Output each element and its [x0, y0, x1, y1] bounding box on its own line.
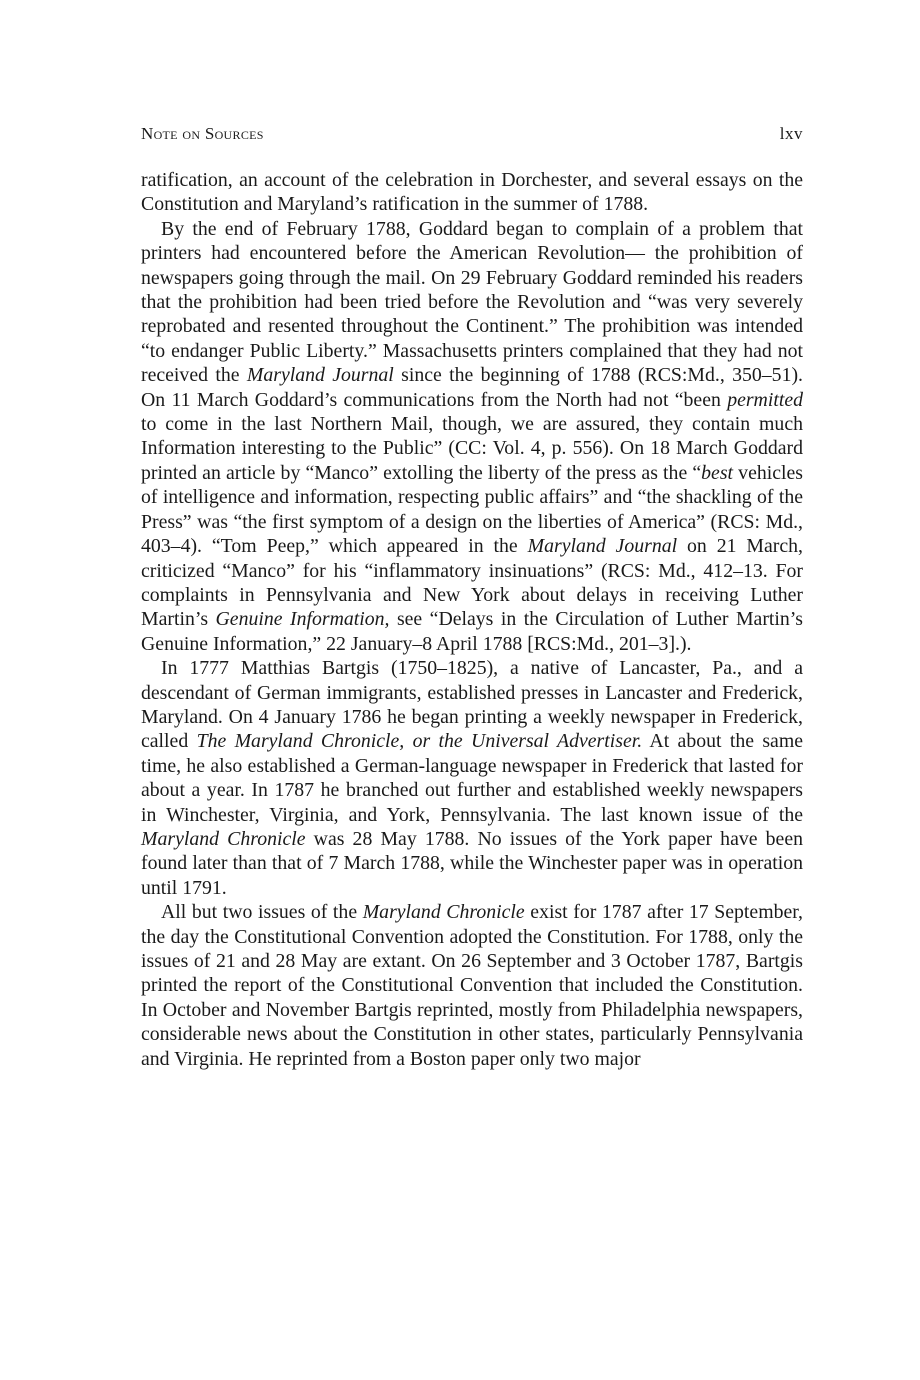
text-run: exist for 1787 after 17 September, the day the Constitutional Convention adopted the Constitution. For 1788, only the issues of 21 and 28 May are extant. On 26 September and 3 October 1787, Bartgis printed the report of the Constitutional Convention that included the Constitution. In October and November Bartgis reprinted, mostly from Philadelphia newspapers, considerable news about the Constitution in other states, particularly Pennsylvania and Virginia. He reprinted from a Boston paper only two major — [141, 901, 804, 1070]
paragraph — [141, 217, 803, 656]
running-head — [141, 124, 803, 152]
body-text — [141, 168, 803, 1071]
running-title: Note on Sources — [141, 124, 264, 143]
text-run: vehicles of intelligence and information, respecting public affairs” and “the shackling of the Press” was “the first symptom of a design on the liberties of America” (RCS: Md., 403–4). “Tom Peep,” which appeared in the — [141, 461, 803, 558]
text-run: to come in the last Northern Mail, though, we are assured, they contain much Information interesting to the Public” (CC: Vol. 4, p. 556). On 18 March Goddard printed an article by “Manco” extolling the liberty of the press as the “ — [141, 413, 803, 484]
italic-run: Maryland Journal — [246, 364, 394, 387]
italic-run: The Maryland Chronicle, or the Universal Advertiser. — [196, 730, 643, 753]
text-run: ratification, an account of the celebration in Dorchester, and several essays on the Constitution and Maryland’s ratification in the summer of 1788. — [141, 169, 803, 216]
paragraph — [141, 168, 803, 217]
italic-run: Maryland Chronicle — [141, 827, 306, 850]
text-run: At about the same time, he also established a German-language newspaper in Frederick that lasted for about a year. In 1787 he branched out further and established weekly newspapers in Winchester, Virginia, and York, Pennsylvania. The last known issue of the — [141, 730, 803, 826]
text-run: on 21 March, criticized “Manco” for his “inflammatory insinuations” (RCS: Md., 412–13. For complaints in Pennsylvania and New York about delays in receiving Luther Martin’s — [141, 535, 803, 631]
paragraph — [141, 656, 803, 900]
text-run: since the beginning of 1788 (RCS:Md., 350–51). On 11 March Goddard’s communications from the North had not “been — [141, 364, 803, 411]
paragraph — [141, 900, 803, 1071]
page-number: lxv — [779, 124, 803, 143]
text-run: All but two issues of the — [161, 901, 363, 924]
text-run: By the end of February 1788, Goddard began to complain of a problem that printers had encountered before the American Revolution— the prohibition of newspapers going through the mail. On 29 February Goddard reminded his readers that the prohibition had been tried before the Revolution and “was very severely reprobated and resented throughout the Continent.” The prohibition was intended “to endanger Public Liberty.” Massachusetts printers complained that they had not received the — [141, 217, 803, 387]
italic-run: best — [701, 461, 734, 484]
italic-run: Maryland Chronicle — [362, 901, 525, 924]
italic-run: Maryland Journal — [527, 535, 678, 558]
text-run: see “Delays in the Circulation of Luther Martin’s Genuine Information,” 22 January–8 April 1788 [RCS:Md., 201–3].). — [141, 608, 803, 655]
page — [141, 124, 803, 1071]
text-run: was 28 May 1788. No issues of the York paper have been found later than that of 7 March 1788, while the Winchester paper was in operation until 1791. — [141, 827, 803, 899]
italic-run: permitted — [727, 388, 803, 411]
text-run: In 1777 Matthias Bartgis (1750–1825), a native of Lancaster, Pa., and a descendant of German immigrants, established presses in Lancaster and Frederick, Maryland. On 4 January 1786 he began printing a weekly newspaper in Frederick, called — [141, 657, 803, 753]
italic-run: Genuine Information, — [215, 608, 390, 631]
